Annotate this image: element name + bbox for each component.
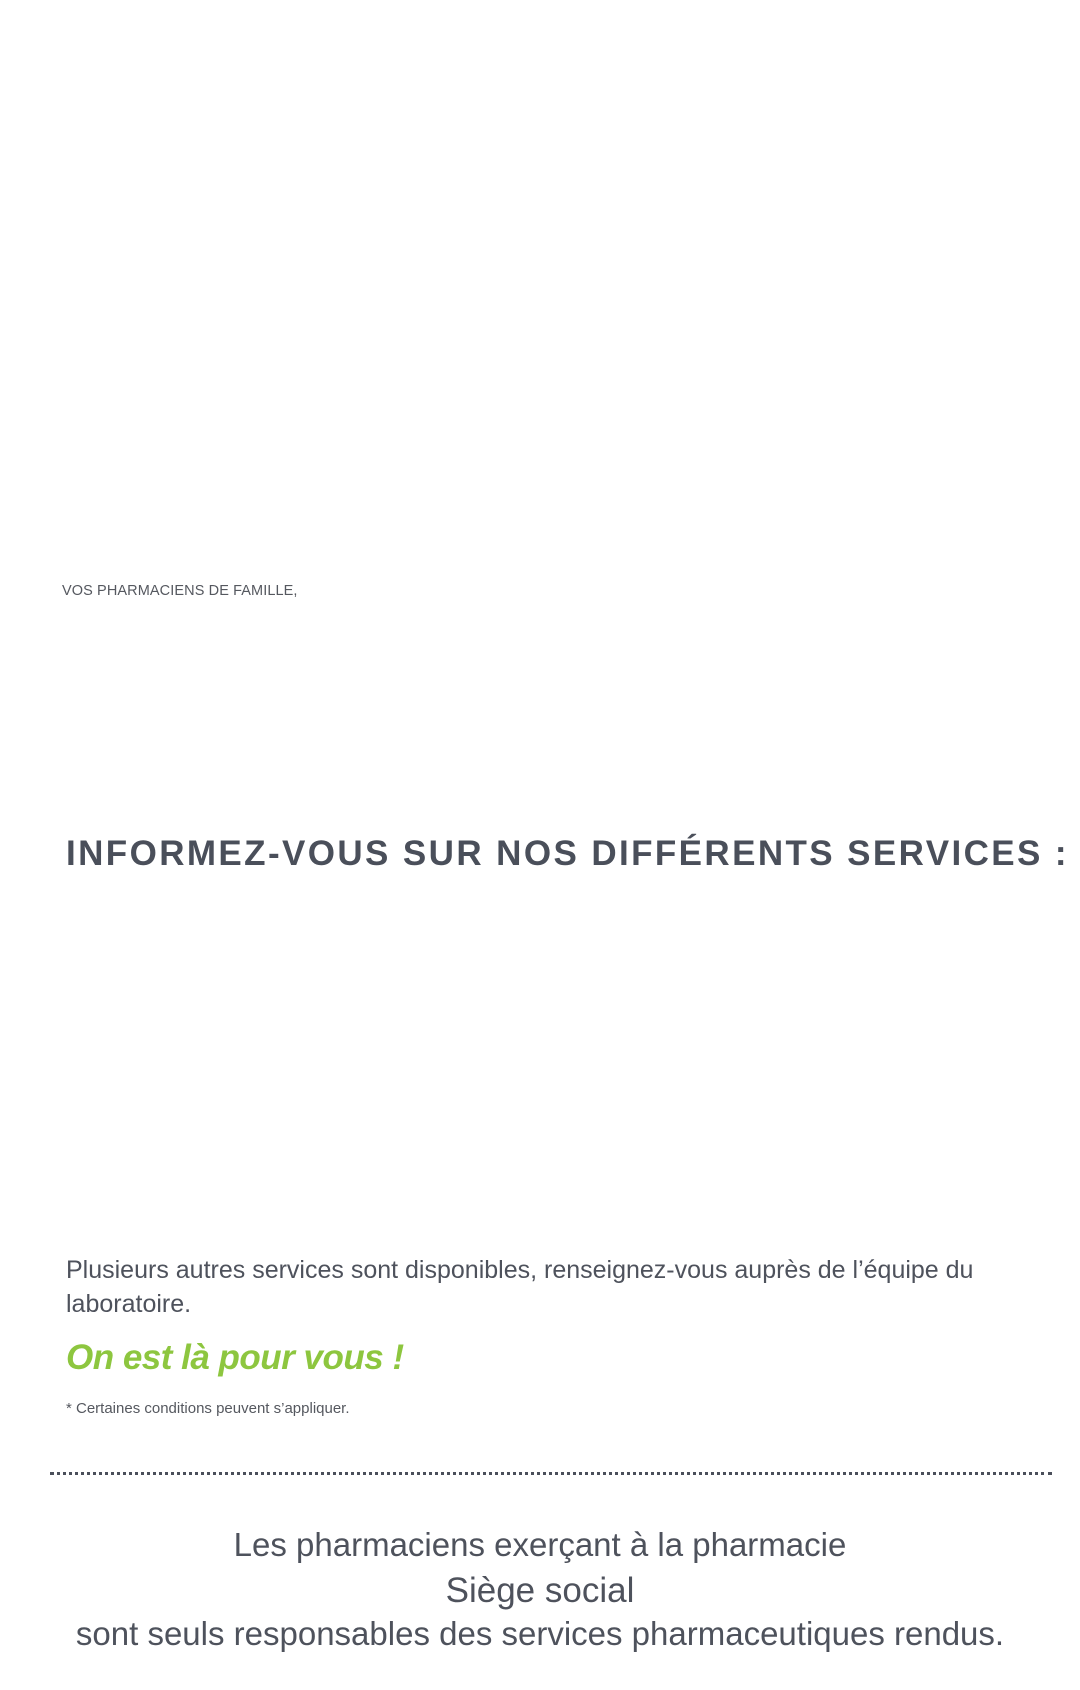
disclaimer-line-1: Les pharmaciens exerçant à la pharmacie [233, 1526, 847, 1563]
services-heading: INFORMEZ-VOUS SUR NOS DIFFÉRENTS SERVICES : [66, 834, 1069, 873]
conditions-footnote: * Certaines conditions peuvent s’appliquer. [66, 1400, 350, 1417]
disclaimer-line-2: Siège social [445, 1571, 635, 1610]
responsibility-disclaimer [0, 1522, 1080, 1654]
signature-line: VOS PHARMACIENS DE FAMILLE, [62, 583, 298, 599]
disclaimer-line-3: sont seuls responsables des services pharmaceutiques rendus. [75, 1615, 1005, 1652]
more-services-paragraph: Plusieurs autres services sont disponibles, renseignez-vous auprès de l’équipe du laboratoire. [66, 1256, 974, 1318]
dotted-divider [50, 1472, 1052, 1475]
tagline: On est là pour vous ! [66, 1338, 404, 1377]
